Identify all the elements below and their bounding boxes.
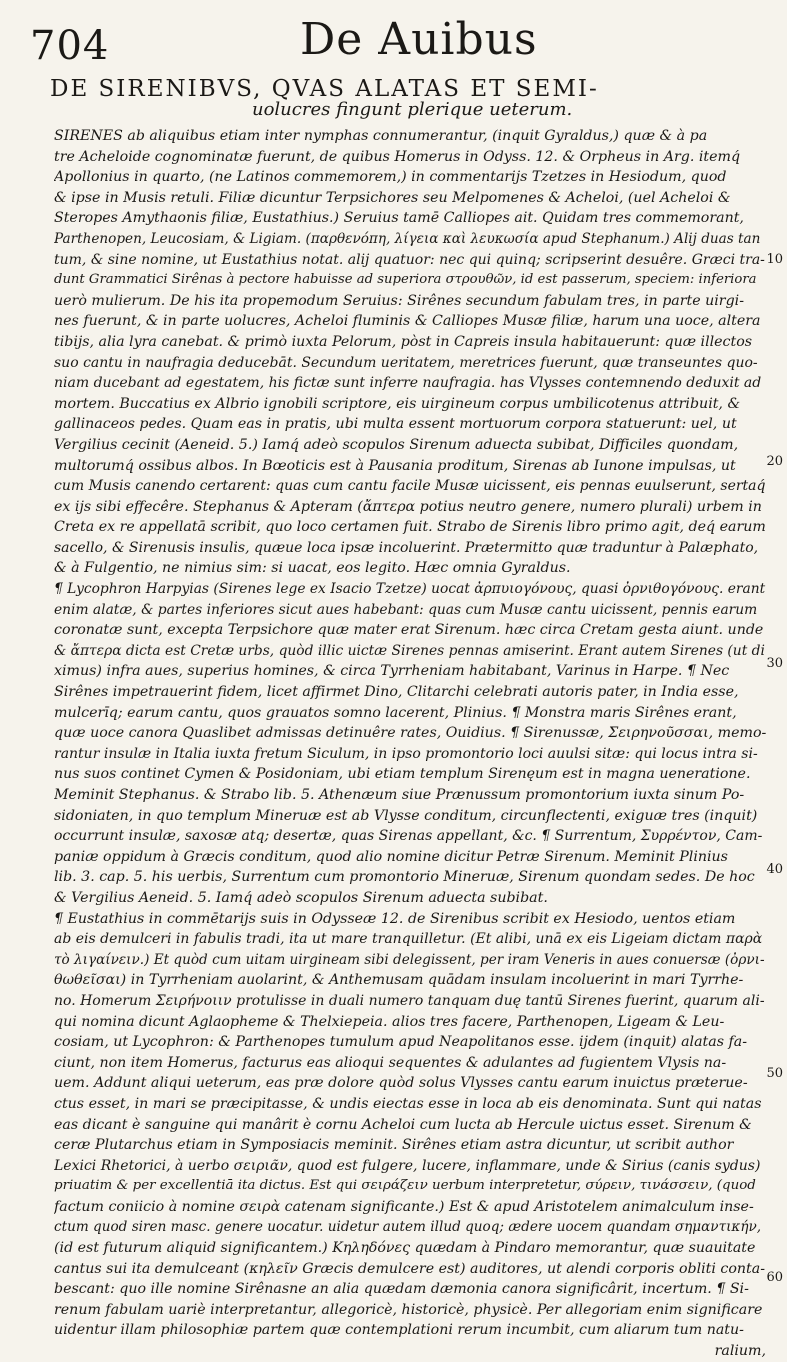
- chapter-subtitle: uolucres fingunt plerique ueterum.: [252, 99, 573, 120]
- text-line: Steropes Amythaonis filiæ, Eustathius.) Seruius tamē Calliopes ait. Quidam tres commemorant,: [54, 210, 744, 227]
- text-line: coronatæ sunt, excepta Terpsichore quæ mater erat Sirenum. hæc circa Cretam gesta aiunt. unde: [54, 622, 764, 639]
- text-line: τὸ λιγαίνειν.) Et quòd cum uitam uirgineam sibi delegissent, per iram Veneris in aues conuersæ (ὀρνι-: [54, 951, 765, 968]
- margin-line-number: 60: [766, 1270, 783, 1285]
- text-line: occurrunt insulæ, saxosæ atq; desertæ, quas Sirenas appellant, &c. ¶ Surrentum, Συρρέντον, Cam-: [54, 828, 763, 845]
- text-line: & ἄπτερα dicta est Cretæ urbs, quòd illic uictæ Sirenes pennas amiserint. Erant autem Sirenes (ut di: [54, 642, 765, 659]
- text-line: sidoniaten, in quo templum Mineruæ est ab Vlysse conditum, circunflectenti, exiguæ tres (inquit): [54, 807, 758, 824]
- text-line: Creta ex re appellatā scribit, quo loco certamen fuit. Strabo de Sirenis libro primo agit, deq́ earum: [54, 519, 766, 536]
- margin-line-number: 20: [766, 454, 783, 469]
- text-line: lib. 3. cap. 5. his uerbis, Surrentum cum promontorio Mineruæ, Sirenum quondam sedes. De hoc: [54, 869, 755, 886]
- text-line: cantus sui ita demulceant (κηλεῖν Græcis demulcere est) auditores, ut alendi corporis obliti conta-: [54, 1260, 765, 1277]
- text-line: & Vergilius Aeneid. 5. Iamq́ adeò scopulos Sirenum aduecta subibat.: [54, 889, 548, 906]
- page-number: 704: [30, 23, 110, 69]
- text-line: eas dicant è sanguine qui manârit è cornu Acheloi cum lucta ab Hercule uictus esset. Sirenum &: [54, 1116, 752, 1133]
- text-line: factum coniicio à nomine σειρὰ catenam significante.) Est & apud Aristotelem animalculum inse-: [54, 1198, 754, 1215]
- text-line: tum, & sine nomine, ut Eustathius notat. alij quatuor: nec qui quinq; scripserint desuêre. Græci tra-: [54, 251, 765, 268]
- text-line: nes fuerunt, & in parte uolucres, Acheloi fluminis & Calliopes Musæ filiæ, harum una uoce, altera: [54, 313, 761, 330]
- text-line: Vergilius cecinit (Aeneid. 5.) Iamq́ adeò scopulos Sirenum aduecta subibat, Difficiles quondam,: [54, 436, 739, 453]
- text-line: ctus esset, in mari se præcipitasse, & undis eiectas esse in loca ab eis denominata. Sunt qui natas: [54, 1095, 762, 1112]
- running-head: De Auibus: [300, 14, 538, 65]
- text-line: dunt Grammatici Sirênas à pectore habuisse ad superiora στρουθῶν, id est passerum, speciem: inferiora: [54, 272, 757, 288]
- chapter-title: DE SIRENIBVS, QVAS ALATAS ET SEMI-: [50, 76, 599, 102]
- margin-line-number: 40: [766, 862, 783, 877]
- text-line: ¶ Lycophron Harpyias (Sirenes lege ex Isacio Tzetze) uocat ἀρπυιογόνους, quasi ὀρνιθογόνους. erant: [54, 581, 766, 598]
- text-line: rantur insulæ in Italia iuxta fretum Siculum, in ipso promontorio loci auulsi sitæ: qui locus intra si-: [54, 745, 758, 762]
- text-line: ab eis demulceri in fabulis tradi, ita ut mare tranquilletur. (Et alibi, unā ex eis Ligeiam dictam παρὰ: [54, 931, 763, 948]
- margin-line-number: 30: [766, 656, 783, 671]
- text-line: mortem. Buccatius ex Albrio ignobili scriptore, eis uirgineum corpus umbilicotenus attribuit, &: [54, 395, 741, 412]
- text-line: Meminit Stephanus. & Strabo lib. 5. Athenæum siue Prænussum promontorium iuxta sinum Po-: [54, 787, 745, 803]
- text-line: niam ducebant ad egestatem, his fictæ sunt inferre naufragia. has Vlysses contemnendo deduxit ad: [54, 375, 762, 392]
- text-line: no. Homerum Σειρήνοιιν protulisse in duali numero tanquam duę tantū Sirenes fuerint, quarum ali-: [54, 992, 765, 1009]
- text-line: sacello, & Sirenusis insulis, quæue loca ipsæ incoluerint. Prætermitto quæ traduntur à Palæphato,: [54, 539, 759, 556]
- text-line: Sirênes impetrauerint fidem, licet affirmet Dino, Clitarchi celebrati autoris pater, in India esse,: [54, 684, 739, 701]
- text-line: ceræ Plutarchus etiam in Symposiacis meminit. Sirênes etiam astra dicuntur, ut scribit author: [54, 1137, 734, 1154]
- text-line: θωθεῖσαι) in Tyrrheniam auolarint, & Anthemusam quādam insulam incoluerint in mari Tyrrhe-: [54, 972, 744, 989]
- text-line: & ipse in Musis retuli. Filiæ dicuntur Terpsichores seu Melpomenes & Acheloi, (uel Acheloi &: [54, 189, 731, 206]
- margin-line-number: 50: [766, 1066, 783, 1081]
- text-line: uerò mulierum. De his ita propemodum Seruius: Sirênes secundum fabulam tres, in parte uirgi-: [54, 292, 745, 309]
- text-line: & à Fulgentio, ne nimius sim: si uacat, eos legito. Hæc omnia Gyraldus.: [54, 560, 571, 577]
- text-line: enim alatæ, & partes inferiores sicut aues habebant: quas cum Musæ cantu uicissent, pennis earum: [54, 601, 758, 618]
- text-line: cosiam, ut Lycophron: & Parthenopes tumulum apud Neapolitanos esse. ijdem (inquit) alatas fa-: [54, 1034, 748, 1051]
- text-line: uidentur illam philosophiæ partem quæ contemplationi rerum incumbit, cum aliarum tum natu-: [54, 1322, 744, 1339]
- text-line: ¶ Eustathius in commētarijs suis in Odysseæ 12. de Sirenibus scribit ex Hesiodo, uentos etiam: [54, 910, 736, 927]
- text-line: Apollonius in quarto, (ne Latinos commemorem,) in commentarijs Tzetzes in Hesiodum, quod: [54, 169, 727, 186]
- text-line: uem. Addunt aliqui ueterum, eas præ dolore quòd solus Vlysses cantu earum inuictus præterue-: [54, 1075, 748, 1092]
- text-line: quæ uoce canora Quaslibet admissas detinuêre rates, Ouidius. ¶ Sirenussæ, Σειρηνοῦσσαι, memo-: [54, 725, 766, 742]
- text-line: suo cantu in naufragia deducebāt. Secundum ueritatem, meretrices fuerunt, quæ transeuntes quo-: [54, 354, 758, 371]
- text-line: ximus) infra aues, superius homines, & circa Tyrrheniam habitabant, Varinus in Harpe. ¶ Nec: [54, 663, 730, 680]
- text-line: ciunt, non item Homerus, facturus eas alioqui sequentes & adulantes ad fugientem Vlysis na-: [54, 1054, 727, 1071]
- text-line: tre Acheloide cognominatæ fuerunt, de quibus Homerus in Odyss. 12. & Orpheus in Arg. itemq́: [54, 148, 741, 165]
- margin-line-number: 10: [766, 252, 783, 267]
- text-line: priuatim & per excellentiā ita dictus. Est qui σειράζειν uerbum interpretetur, σύρειν, τινάσσειν, (quod: [54, 1178, 756, 1194]
- text-line: multorumq́ ossibus albos. In Bœoticis est à Pausania proditum, Sirenas ab Iunone impulsas, ut: [54, 457, 736, 474]
- text-line: mulcerīq; earum cantu, quos grauatos somno lacerent, Plinius. ¶ Monstra maris Sirênes erant,: [54, 704, 737, 721]
- text-line: paniæ oppidum à Græcis conditum, quod alio nomine dicitur Petræ Sirenum. Meminit Plinius: [54, 848, 728, 865]
- text-line: ctum quod siren masc. genere uocatur. uidetur autem illud quoq; ædere uocem quandam σημαντικήν,: [54, 1219, 762, 1236]
- text-line: qui nomina dicunt Aglaopheme & Thelxiepeia. alios tres facere, Parthenopen, Ligeam & Leu-: [54, 1013, 725, 1030]
- text-line: cum Musis canendo certarent: quas cum cantu facile Musæ uicissent, eis pennas euulserunt, sertaq́: [54, 478, 766, 495]
- text-line: ex ijs sibi effecêre. Stephanus & Apteram (ἄπτερα potius neutro genere, numero plurali) urbem in: [54, 498, 762, 515]
- text-line: gallinaceos pedes. Quam eas in pratis, ubi multa essent mortuorum corpora statuerunt: uel, ut: [54, 416, 737, 433]
- text-line: bescant: quo ille nomine Sirênasne an alia quædam dæmonia canora significârit, incertum. ¶ Si-: [54, 1281, 749, 1298]
- text-line: tibijs, alia lyra canebat. & primò iuxta Pelorum, pòst in Capreis insula habitauerunt: quæ illectos: [54, 333, 753, 350]
- body-text: [54, 126, 766, 1362]
- text-line: Lexici Rhetorici, à uerbo σειριᾶν, quod est fulgere, lucere, inflammare, unde & Sirius (canis sydus): [54, 1157, 761, 1174]
- text-line: renum fabulam uariè interpretantur, allegoricè, historicè, physicè. Per allegoriam enim significare: [54, 1301, 763, 1318]
- text-line: (id est futurum aliquid significantem.) Κηληδόνες quædam à Pindaro memorantur, quæ suauitate: [54, 1240, 756, 1257]
- text-line: Parthenopen, Leucosiam, & Ligiam. (παρθενόπη, λίγεια καὶ λευκωσία apud Stephanum.) Alij duas tan: [54, 230, 761, 247]
- text-line: nus suos continet Cymen & Posidoniam, ubi etiam templum Sirenęum est in magna ueneratione.: [54, 766, 751, 783]
- text-line: ralium,: [714, 1343, 766, 1360]
- text-line: SIRENES ab aliquibus etiam inter nymphas connumerantur, (inquit Gyraldus,) quæ & à pa: [54, 128, 708, 144]
